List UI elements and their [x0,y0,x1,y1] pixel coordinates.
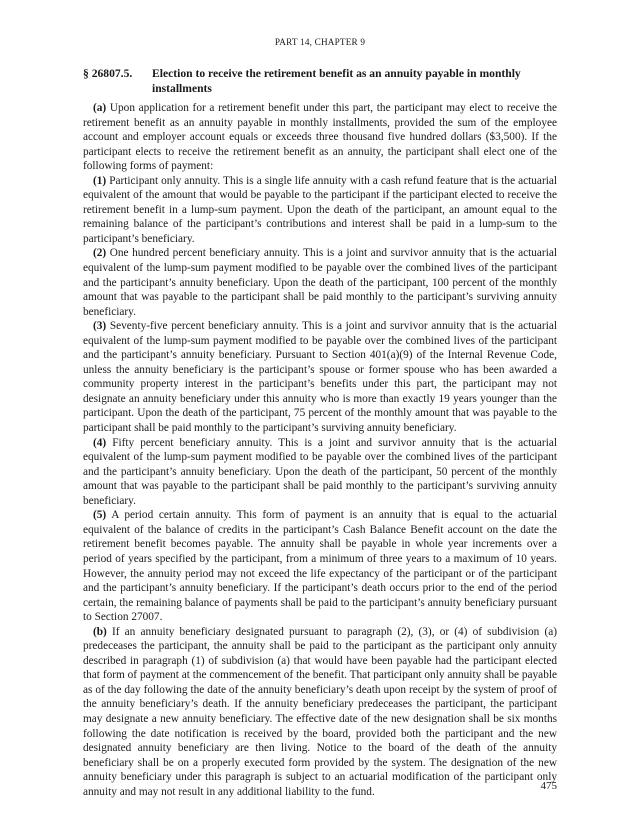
page-number: 475 [540,780,557,792]
section-title: Election to receive the retirement benefit as an annuity payable in monthly installments [152,67,521,95]
paragraph-label: (b) [93,625,107,638]
paragraph-text: Seventy-five percent beneficiary annuity. This is a joint and survivor annuity that is the actuarial equivalent of the lump-sum payment modified to be payable over the combined lives of the participant and the participant’s annuity beneficiary. Pursuant to Section 401(a)(9) of the Internal Revenue Code, unless the annuity beneficiary is the participant’s spouse or former spouse who has been awarded a community property interest in the participant’s benefits under this part, the participant may not designate an annuity beneficiary under this annuity who is more than exactly 19 years younger than the participant. Upon the death of the participant, 75 percent of the monthly amount that was payable to the participant shall be paid monthly to the participant’s surviving annuity beneficiary. [83,320,557,435]
paragraph-text: Upon application for a retirement benefit under this part, the participant may elect to receive the retirement benefit as an annuity payable in monthly installments, provided the sum of the employee account and employer account equals or exceeds three thousand five hundred dollars ($3,500). If the participant elects to receive the retirement benefit as an annuity, the participant shall elect one of the following forms of payment: [83,102,557,173]
paragraph-text: One hundred percent beneficiary annuity. This is a joint and survivor annuity that is the actuarial equivalent of the lump-sum payment modified to be payable over the combined lives of the participant and the participant’s annuity beneficiary. Upon the death of the participant, 100 percent of the monthly amount that was payable to the participant shall be paid monthly to the participant’s surviving annuity beneficiary. [83,247,557,318]
paragraph-label: (3) [93,320,107,333]
paragraph-a-4 [83,436,557,509]
section-number: § 26807.5. [83,67,133,80]
paragraph-text: Participant only annuity. This is a single life annuity with a cash refund feature that is the actuarial equivalent of the amount that would be payable to the participant if the participant elected to receive the retirement benefit in a lump-sum payment. Upon the death of the participant, an amount equal to the remaining balance of the participant’s contributions and interest shall be paid in a lump-sum to the participant’s beneficiary. [83,174,557,245]
paragraph-label: (4) [93,436,107,449]
paragraph-text: A period certain annuity. This form of payment is an annuity that is equal to the actuarial equivalent of the balance of credits in the participant’s Cash Balance Benefit account on the date the retirement benefit becomes payable. The annuity shall be payable in whole year increments over a period of years specified by the participant, from a minimum of three years to a maximum of 10 years. However, the annuity period may not exceed the life expectancy of the participant or of the participant and the participant’s annuity beneficiary. If the participant’s death occurs prior to the end of the period certain, the remaining balance of payments shall be paid to the participant’s annuity beneficiary pursuant to Section 27007. [83,509,557,624]
paragraph-a-1 [83,174,557,247]
paragraph-text: If an annuity beneficiary designated pursuant to paragraph (2), (3), or (4) of subdivision (a) predeceases the participant, the annuity shall be paid to the participant as the participant only annuity described in paragraph (1) of subdivision (a) that would have been payable had the participant elected that form of payment at the commencement of the benefit. That participant only annuity shall be payable as of the day following the date of the annuity beneficiary’s death upon receipt by the system of proof of the annuity beneficiary’s death. If the annuity beneficiary predeceases the participant, the participant may designate a new annuity beneficiary. The effective date of the new designation shall be six months following the date notification is received by the board, provided both the participant and the new designated annuity beneficiary are then living. Notice to the board of the death of the annuity beneficiary shall be on a properly executed form provided by the system. The designation of the new annuity beneficiary under this paragraph is subject to an actuarial modification of the participant only annuity and may not result in any additional liability to the fund. [83,625,557,798]
section-body [83,101,557,799]
paragraph-label: (a) [93,102,107,114]
paragraph-a-5 [83,508,557,624]
running-head: PART 14, CHAPTER 9 [274,37,366,47]
paragraph-label: (1) [93,174,107,187]
paragraph-a [83,101,557,174]
paragraph-b [83,625,557,800]
paragraph-a-3 [83,319,557,435]
paragraph-label: (5) [93,509,107,522]
paragraph-a-2 [83,246,557,319]
paragraph-text: Fifty percent beneficiary annuity. This is a joint and survivor annuity that is the actuarial equivalent of the lump-sum payment modified to be payable over the combined lives of the participant and the participant’s annuity beneficiary. Upon the death of the participant, 50 percent of the monthly amount that was payable to the participant shall be paid monthly to the participant’s surviving annuity beneficiary. [83,436,557,507]
section-heading [83,67,557,96]
paragraph-label: (2) [93,247,107,260]
